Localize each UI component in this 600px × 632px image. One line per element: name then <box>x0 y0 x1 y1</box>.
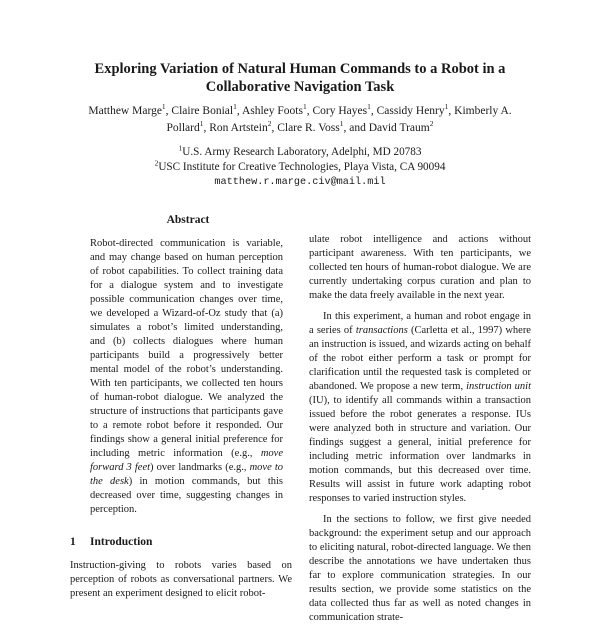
author-name: Cassidy Henry <box>376 105 445 117</box>
affiliation-1 <box>100 145 500 160</box>
body-paragraph: In this experiment, a human and robot engage in a series of transactions (Carletta et al., 1997) where an instruction is issued, and wizards acting on behalf of the robot either perform a task or prompt for clarification until the requested task is completed or abandoned. We propose a new term, instruction unit (IU), to identify all commands within a transaction issued before the robot generates a response. IUs were analyzed both in structure and variation. Our findings suggest a general, initial preference for including metric information over landmarks in motion commands, but this decreased over time. Results will assist in future work adapting robot responses to varied instruction styles. <box>309 311 531 504</box>
affiliation-1-number: 1 <box>178 143 183 153</box>
italic-term: instruction unit <box>466 381 531 392</box>
author-list: Matthew Marge$^1$, Claire Bonial$^1$, Ashley Foots$^1$, Cory Hayes$^1$, Cassidy Henry$^1$, Kimberly A. Pollard$^1$, Ron Artstein$^2$, Clare R. Voss$^1$, and David Traum$^2$ <box>88 102 512 134</box>
affiliation-2-number: 2 <box>154 158 159 168</box>
author-name: Ron Artstein <box>209 122 268 134</box>
abstract-heading: Abstract <box>166 214 210 226</box>
section-title: Introduction <box>90 536 153 548</box>
author-name: Kimberly A. Pollard <box>166 105 512 134</box>
author-affiliation-mark: 1 <box>302 102 307 112</box>
author-affiliation-mark: 1 <box>367 102 371 112</box>
affiliations <box>100 145 500 190</box>
author-name: Claire Bonial <box>171 105 234 117</box>
author-name: Matthew Marge <box>88 105 162 117</box>
section-number: 1 <box>70 536 76 548</box>
affiliation-1-text: U.S. Army Research Laboratory, Adelphi, MD 20783 <box>182 146 422 158</box>
body-paragraph: In the sections to follow, we first give needed background: the experiment setup and our approach to eliciting natural, robot-directed language. We then describe the annotations we have undertaken thus far to explore communication strategies. In our results section, we provide some statistics on the data collected thus far as well as noted changes in communication strate- <box>309 514 531 623</box>
author-name: Ashley Foots <box>241 105 303 117</box>
italic-term: move to the desk <box>90 462 283 487</box>
paper-title: Exploring Variation of Natural Human Commands to a Robot in a Collaborative Navigation Task <box>94 61 506 95</box>
author-affiliation-mark: 1 <box>444 102 449 112</box>
author-affiliation-mark: 2 <box>429 119 434 129</box>
author-name: Cory Hayes <box>312 105 368 117</box>
author-affiliation-mark: 2 <box>267 119 272 129</box>
right-column <box>309 233 531 632</box>
author-affiliation-mark: 1 <box>199 119 204 129</box>
italic-term: move forward 3 feet <box>90 448 283 473</box>
affiliation-2-text: USC Institute for Creative Technologies, Playa Vista, CA 90094 <box>158 161 446 173</box>
introduction-body: Instruction-giving to robots varies based on perception of robots as conversational partners. We present an experiment designed to elicit robot- <box>70 560 292 599</box>
section-heading-introduction <box>70 536 290 548</box>
author-affiliation-mark: 1 <box>233 102 237 112</box>
author-name: David Traum <box>368 122 430 134</box>
contact-email: matthew.r.marge.civ@mail.mil <box>214 177 386 188</box>
author-affiliation-mark: 1 <box>161 102 166 112</box>
affiliation-2 <box>100 160 500 175</box>
abstract-body: Robot-directed communication is variable, and may change based on human perception of robot capabilities. To collect training data for a dialogue system and to investigate possible communication changes over time, we developed a Wizard-of-Oz study that (a) simulates a robot’s limited understanding, and (b) collects dialogues where human participants build a progressively better mental model of the robot’s understanding. With ten participants, we collected ten hours of human-robot dialogue. We analyzed the structure of instructions that participants gave to a remote robot before it responded. Our findings show a general initial preference for including metric information (e.g., move forward 3 feet) over landmarks (e.g., move to the desk) in motion commands, but this decreased over time, suggesting changes in perception. <box>90 238 283 515</box>
italic-term: transactions <box>355 325 408 336</box>
body-paragraph: ulate robot intelligence and actions without participant awareness. With ten participants, we collected ten hours of human-robot dialogue. We are currently undertaking corpus curation and plan to make the data freely available in the next year. <box>309 234 531 301</box>
author-affiliation-mark: 1 <box>339 119 344 129</box>
author-name: Clare R. Voss <box>277 122 340 134</box>
